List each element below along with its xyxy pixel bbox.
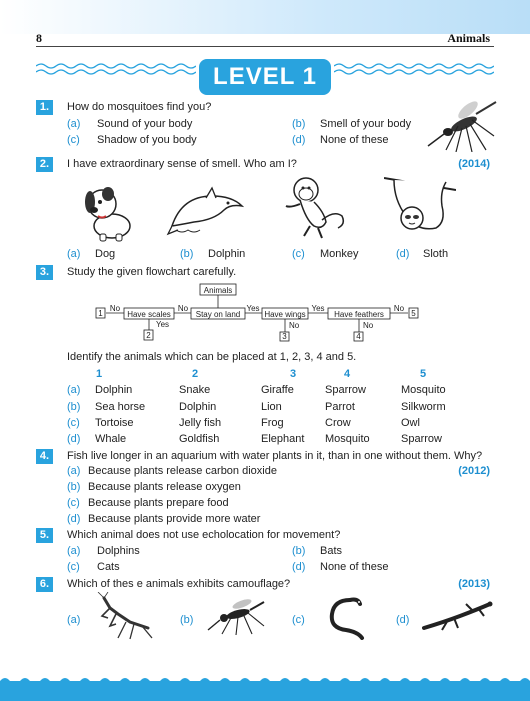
table-cell: Silkworm xyxy=(401,401,446,413)
option-label: (a) xyxy=(67,465,81,477)
table-cell: Whale xyxy=(95,433,127,445)
row-label: (a) xyxy=(67,384,81,396)
option-text: Shadow of you body xyxy=(97,134,197,146)
table-cell: Tortoise xyxy=(95,417,134,429)
wave-decoration-right xyxy=(334,62,494,76)
option-text: None of these xyxy=(320,134,389,146)
option-text: Sloth xyxy=(423,248,449,260)
table-cell: Sparrow xyxy=(325,384,366,396)
table-cell: Parrot xyxy=(325,401,355,413)
option-label: (b) xyxy=(180,614,194,626)
option-text: Monkey xyxy=(320,248,359,260)
mosquito-icon xyxy=(424,96,498,152)
question-prompt: Identify the animals which can be placed at 1, 2, 3, 4 and 5. xyxy=(67,351,357,363)
flowchart xyxy=(90,282,430,342)
table-cell: Jelly fish xyxy=(179,417,222,429)
question-text: Which animal does not use echolocation for movement? xyxy=(67,529,341,541)
question-number: 2. xyxy=(36,157,53,172)
question-number: 6. xyxy=(36,577,53,592)
dog-icon xyxy=(78,180,138,242)
row-label: (c) xyxy=(67,417,80,429)
option-label: (a) xyxy=(67,614,81,626)
option-text: Smell of your body xyxy=(320,118,412,130)
option-label: (a) xyxy=(67,545,81,557)
option-label: (b) xyxy=(180,248,194,260)
flow-end-node: 4 xyxy=(356,332,361,341)
flow-edge-label: No xyxy=(393,304,405,313)
question-number: 1. xyxy=(36,100,53,115)
header-rule xyxy=(36,46,494,47)
option-text: Sound of your body xyxy=(97,118,193,130)
question-year: (2014) xyxy=(458,158,490,170)
column-header: 2 xyxy=(192,368,199,380)
flow-end-node: 1 xyxy=(98,309,103,318)
flow-node-land: Stay on land xyxy=(195,310,241,319)
table-cell: Mosquito xyxy=(325,433,370,445)
table-cell: Snake xyxy=(179,384,211,396)
option-label: (d) xyxy=(67,513,81,525)
option-text: Dolphins xyxy=(97,545,140,557)
option-text: None of these xyxy=(320,561,389,573)
flow-edge-label: No xyxy=(363,321,374,330)
column-header: 1 xyxy=(96,368,103,380)
table-cell: Frog xyxy=(261,417,284,429)
mantis-icon xyxy=(96,592,158,640)
table-cell: Dolphin xyxy=(95,384,133,396)
option-label: (a) xyxy=(67,248,81,260)
question-text: Which of thes e animals exhibits camouflage? xyxy=(67,578,291,590)
option-label: (a) xyxy=(67,118,81,130)
question-year: (2012) xyxy=(458,465,490,477)
page-footer-bar xyxy=(0,681,530,701)
table-cell: Goldfish xyxy=(179,433,220,445)
question-year: (2013) xyxy=(458,578,490,590)
option-label: (c) xyxy=(67,497,80,509)
level-badge: LEVEL 1 xyxy=(199,59,331,95)
question-number: 4. xyxy=(36,449,53,464)
table-cell: Crow xyxy=(325,417,351,429)
flow-node-scales: Have scales xyxy=(127,310,171,319)
option-label: (c) xyxy=(67,134,80,146)
column-header: 4 xyxy=(344,368,351,380)
flow-edge-label: Yes xyxy=(246,304,260,313)
table-cell: Giraffe xyxy=(261,384,294,396)
table-cell: Sparrow xyxy=(401,433,442,445)
flow-edge-label: No xyxy=(109,304,121,313)
column-header: 3 xyxy=(290,368,297,380)
row-label: (b) xyxy=(67,401,81,413)
option-text: Cats xyxy=(97,561,120,573)
question-number: 3. xyxy=(36,265,53,280)
question-text: Study the given flowchart carefully. xyxy=(67,266,237,278)
question-text: Fish live longer in an aquarium with water plants in it, than in one without them. Why? xyxy=(67,450,483,462)
table-cell: Dolphin xyxy=(179,401,217,413)
flow-end-node: 3 xyxy=(282,332,287,341)
flow-node-wings: Have wings xyxy=(264,310,306,319)
flow-edge-label: Yes xyxy=(156,320,170,329)
column-header: 5 xyxy=(420,368,427,380)
option-text: Because plants release carbon dioxide xyxy=(88,465,277,477)
question-text: How do mosquitoes find you? xyxy=(67,101,212,113)
option-label: (c) xyxy=(292,614,305,626)
table-cell: Owl xyxy=(401,417,420,429)
option-label: (b) xyxy=(292,118,306,130)
option-text: Dog xyxy=(95,248,116,260)
option-label: (d) xyxy=(396,614,410,626)
flow-end-node: 2 xyxy=(146,331,151,340)
option-text: Bats xyxy=(320,545,343,557)
section-title: Animals xyxy=(447,31,490,45)
option-text: Because plants prepare food xyxy=(88,497,229,509)
page-header xyxy=(0,0,530,45)
table-cell: Elephant xyxy=(261,433,305,445)
option-label: (c) xyxy=(292,248,305,260)
question-text: I have extraordinary sense of smell. Who am I? xyxy=(67,158,297,170)
option-label: (d) xyxy=(396,248,410,260)
option-label: (b) xyxy=(292,545,306,557)
option-text: Dolphin xyxy=(208,248,246,260)
sloth-icon xyxy=(384,172,456,242)
flow-end-node: 5 xyxy=(411,309,416,318)
monkey-icon xyxy=(282,174,346,240)
option-text: Because plants release oxygen xyxy=(88,481,241,493)
row-label: (d) xyxy=(67,433,81,445)
page-number: 8 xyxy=(36,31,42,45)
table-cell: Mosquito xyxy=(401,384,446,396)
option-text: Because plants provide more water xyxy=(88,513,261,525)
snake-icon xyxy=(320,594,366,640)
option-label: (d) xyxy=(292,134,306,146)
flow-node-animals: Animals xyxy=(203,286,233,295)
table-cell: Lion xyxy=(261,401,282,413)
option-label: (c) xyxy=(67,561,80,573)
dolphin-icon xyxy=(166,186,244,236)
flow-edge-label: No xyxy=(289,321,300,330)
flow-node-feathers: Have feathers xyxy=(334,310,384,319)
lizard-icon xyxy=(420,600,496,634)
option-label: (b) xyxy=(67,481,81,493)
mosquito-icon xyxy=(206,596,266,636)
question-number: 5. xyxy=(36,528,53,543)
table-cell: Sea horse xyxy=(95,401,146,413)
flow-edge-label: No xyxy=(177,304,189,313)
wave-decoration-left xyxy=(36,62,196,76)
flow-edge-label: Yes xyxy=(311,304,325,313)
option-label: (d) xyxy=(292,561,306,573)
